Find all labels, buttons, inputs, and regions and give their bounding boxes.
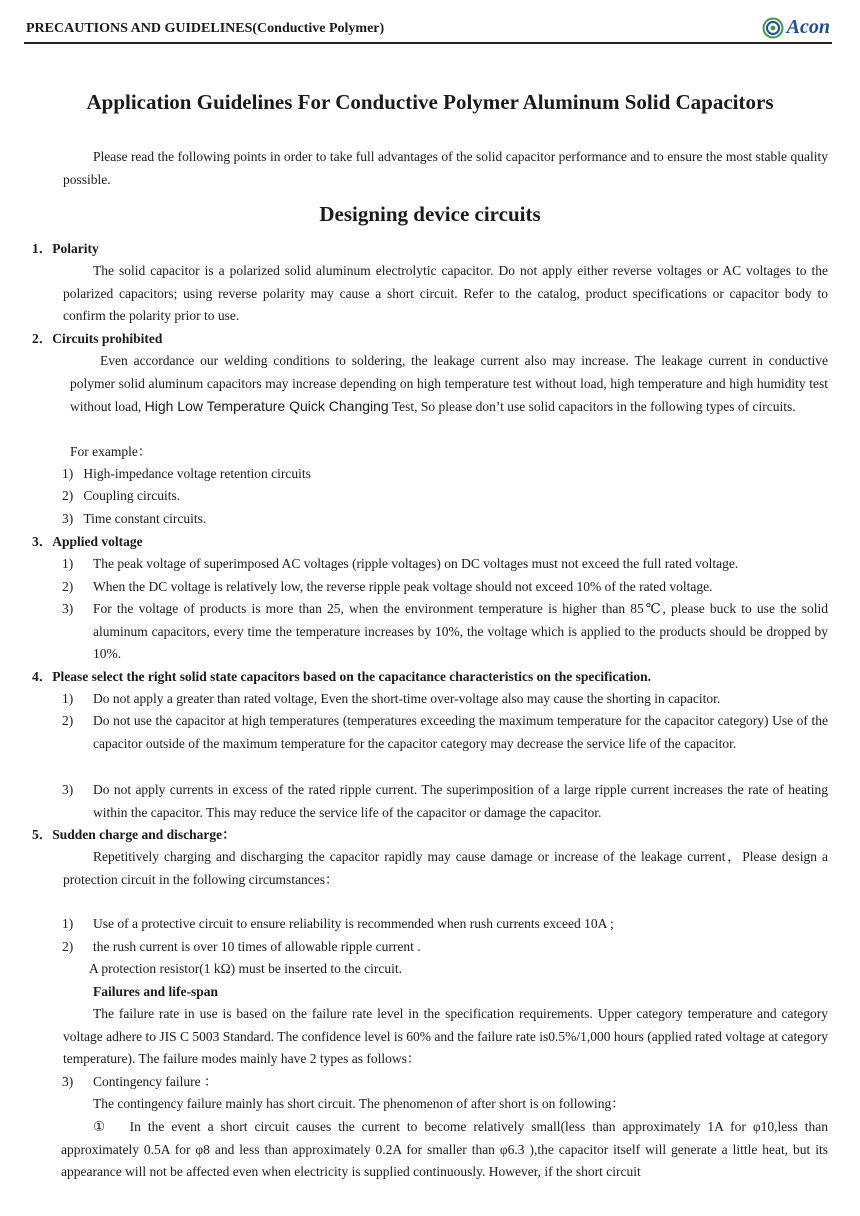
- list-item-text: Do not apply a greater than rated voltage, Even the short-time over-voltage also may cause the shorting in capacitor.: [93, 691, 721, 706]
- list-item-number: 3): [62, 601, 74, 616]
- list-item-text: High-impedance voltage retention circuits: [83, 466, 311, 481]
- section-5-title: Sudden charge and discharge：: [52, 827, 236, 842]
- list-item-text: the rush current is over 10 times of allowable ripple current .: [93, 939, 421, 954]
- contingency-detail-text: In the event a short circuit causes the current to become relatively small(less than approximately 1A for φ10,less than approximately 0.5A for φ8 and less than approximately 0.2A for smaller than φ6.3 ),the capacitor itself will generate a little heat, but its appearance will not be affected even when electricity is supplied continuously. However, if the short circuit: [61, 1119, 829, 1180]
- list-item-number: 2): [62, 939, 74, 954]
- list-item-number: 2): [62, 488, 74, 503]
- list-item-text: Contingency failure ：: [93, 1074, 218, 1089]
- section-3-title: Applied voltage: [52, 534, 143, 549]
- list-item: [62, 485, 180, 508]
- section-5-text: Repetitively charging and discharging the capacitor rapidly may cause damage or increase of the leakage current，Please design a protection circuit in the following circumstances：: [63, 849, 828, 887]
- list-item: [62, 463, 311, 486]
- section-1-text: The solid capacitor is a polarized solid aluminum electrolytic capacitor. Do not apply either reverse voltages or AC voltages to the polarized capacitors; using reverse polarity may cause a short circuit. Refer to the catalog, product specifications or capacitor body to confirm the polarity prior to use.: [63, 263, 828, 324]
- page-header: [24, 14, 832, 44]
- list-item-number: 2): [62, 713, 74, 728]
- section-4-title: Please select the right solid state capacitors based on the capacitance characteristics on the specification.: [52, 669, 652, 684]
- failures-heading: Failures and life-span: [93, 984, 219, 999]
- list-item-number: 3): [62, 1074, 74, 1089]
- contingency-text: The contingency failure mainly has short circuit. The phenomenon of after short is on following：: [93, 1096, 625, 1111]
- intro-paragraph: Please read the following points in order to take full advantages of the solid capacitor performance and to ensure the most stable quality possible.: [63, 149, 828, 187]
- list-item-text: Coupling circuits.: [83, 488, 181, 503]
- list-item-text: Use of a protective circuit to ensure reliability is recommended when rush currents exceed 10A ;: [93, 916, 614, 931]
- list-item-number: 1): [62, 466, 74, 481]
- section-3-number: 3．: [32, 534, 53, 549]
- section-2-text-b: Test, So please don’t use solid capacitors in the following types of circuits.: [388, 399, 796, 415]
- list-item-number: 2): [62, 579, 74, 594]
- section-1-number: 1．: [32, 241, 53, 256]
- section-4-number: 4．: [32, 669, 53, 684]
- failures-text: The failure rate in use is based on the failure rate level in the specification requirements. Upper category temperature and category voltage adhere to JIS C 5003 Standard. The confidence level is 60% and the failure rate is0.5%/1,000 hours (applied rated voltage at category temperature). The failure modes mainly have 2 types as follows：: [63, 1006, 828, 1067]
- list-item-text: For the voltage of products is more than 25, when the environment temperature is higher than 85℃, please buck to use the solid aluminum capacitors, every time the temperature increases by 10%, the voltage which is applied to the products should be dropped by 10%.: [93, 601, 828, 662]
- section-1-heading: [32, 238, 99, 261]
- list-item-number: 3): [62, 511, 74, 526]
- contingency-detail: [61, 1116, 828, 1184]
- section-2-title: Circuits prohibited: [52, 331, 163, 346]
- circle-number: ①: [93, 1119, 109, 1134]
- section-2-example: For example：: [70, 444, 152, 459]
- section-2-text: [70, 350, 828, 419]
- acon-swirl-icon: [762, 17, 784, 39]
- list-item-number: 3): [62, 782, 74, 797]
- list-item-text: Time constant circuits.: [83, 511, 207, 526]
- section-5-number: 5．: [32, 827, 53, 842]
- list-item-text: Do not apply currents in excess of the rated ripple current. The superimposition of a large ripple current increases the rate of heating within the capacitor. This may reduce the service life of the capacitor or damage the capacitor.: [93, 782, 828, 820]
- document-title: Application Guidelines For Conductive Polymer Aluminum Solid Capacitors: [86, 90, 774, 114]
- section-5-heading: [32, 824, 236, 847]
- section-2-heading: [32, 328, 162, 351]
- list-item-text: Do not use the capacitor at high temperatures (temperatures exceeding the maximum temperature for the capacitor category) Use of the capacitor outside of the maximum temperature for the capacitor category may decrease the service life of the capacitor.: [93, 713, 828, 751]
- resistor-note: A protection resistor(1 kΩ) must be inserted to the circuit.: [89, 961, 402, 976]
- section-2-number: 2．: [32, 331, 53, 346]
- section-2-text-a: Even accordance our welding conditions to soldering, the leakage current also may increase. The leakage current in conductive polymer solid aluminum capacitors may increase depending on high temperature test without load, high temperature and high humidity test without load,: [70, 353, 828, 415]
- list-item-text: When the DC voltage is relatively low, the reverse ripple peak voltage should not exceed 10% of the rated voltage.: [93, 579, 713, 594]
- header-title: PRECAUTIONS AND GUIDELINES(Conductive Polymer): [26, 21, 385, 36]
- section-title: Designing device circuits: [319, 202, 541, 226]
- logo-text: Acon: [786, 16, 830, 38]
- list-item: [62, 508, 206, 531]
- list-item-number: 1): [62, 916, 74, 931]
- section-3-heading: [32, 531, 143, 554]
- section-1-title: Polarity: [52, 241, 99, 256]
- section-4-heading: [32, 666, 651, 689]
- section-2-test-name: High Low Temperature Quick Changing: [144, 398, 389, 415]
- list-item-number: 1): [62, 556, 74, 571]
- list-item-text: The peak voltage of superimposed AC voltages (ripple voltages) on DC voltages must not exceed the full rated voltage.: [93, 556, 739, 571]
- company-logo: [762, 16, 830, 39]
- list-item-number: 1): [62, 691, 74, 706]
